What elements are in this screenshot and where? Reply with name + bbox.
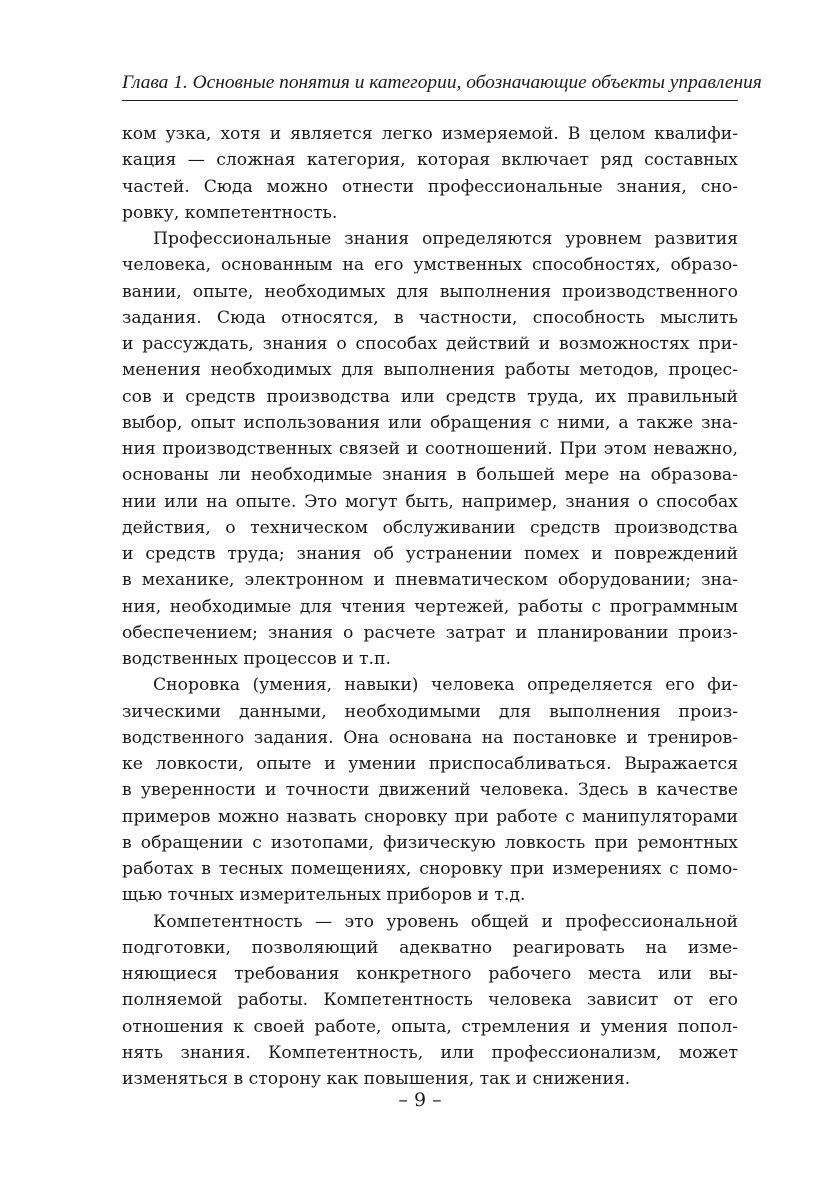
paragraph	[122, 672, 738, 908]
text-line: в обращении с изотопами, физическую ловкость при ремонтных	[122, 832, 738, 853]
page-number: – 9 –	[398, 1089, 442, 1111]
text-line: отношения к своей работе, опыта, стремления и умения попол-	[122, 1016, 738, 1037]
paragraph	[122, 226, 738, 672]
text-line: вании, опыте, необходимых для выполнения производственного	[122, 281, 738, 302]
text-line: в механике, электронном и пневматическом оборудовании; зна-	[122, 570, 738, 591]
text-line: Профессиональные знания определяются уровнем развития	[153, 229, 738, 249]
text-line: в уверенности и точности движений человека. Здесь в качестве	[122, 780, 738, 801]
text-line: частей. Сюда можно отнести профессиональные знания, сно-	[122, 176, 738, 197]
body-text	[122, 121, 738, 1092]
text-line: няющиеся требования конкретного рабочего места или вы-	[122, 964, 738, 984]
paragraph	[122, 909, 738, 1093]
text-line: выбор, опыт использования или обращения с ними, а также зна-	[122, 412, 738, 433]
text-line: основаны ли необходимые знания в большей мере на образова-	[122, 465, 738, 486]
text-line: ровку, компетентность.	[122, 202, 338, 223]
text-line: ке ловкости, опыте и умении приспосабливаться. Выражается	[122, 754, 738, 774]
text-line: нять знания. Компетентность, или профессионализм, может	[122, 1042, 738, 1063]
text-line: полняемой работы. Компетентность человека зависит от его	[122, 990, 738, 1011]
running-head: Глава 1. Основные понятия и категории, обозначающие объекты управления	[122, 70, 738, 101]
text-line: задания. Сюда относятся, в частности, способность мыслить	[122, 307, 738, 328]
text-line: подготовки, позволяющий адекватно реагировать на изме-	[122, 937, 738, 958]
text-line: ком узка, хотя и является легко измеряемой. В целом квалифи-	[122, 124, 738, 144]
text-line: и рассуждать, знания о способах действий и возможностях при-	[122, 334, 738, 354]
paragraph	[122, 121, 738, 226]
text-line: нии или на опыте. Это могут быть, например, знания о способах	[122, 491, 738, 512]
text-line: щью точных измерительных приборов и т.д.	[122, 885, 526, 906]
text-line: изменяться в сторону как повышения, так и снижения.	[122, 1069, 631, 1089]
page	[122, 70, 762, 1092]
text-line: Сноровка (умения, навыки) человека определяется его фи-	[153, 675, 738, 696]
text-line: работах в тесных помещениях, сноровку при измерениях с помо-	[122, 859, 738, 879]
text-line: примеров можно назвать сноровку при работе с манипуляторами	[122, 806, 738, 827]
text-line: человека, основанным на его умственных способностях, образо-	[122, 255, 738, 276]
text-line: сов и средств производства или средств труда, их правильный	[122, 386, 738, 407]
text-line: обеспечением; знания о расчете затрат и планировании произ-	[122, 622, 738, 643]
text-line: менения необходимых для выполнения работы методов, процес-	[122, 360, 738, 381]
text-line: кация — сложная категория, которая включает ряд составных	[122, 150, 738, 171]
text-line: ния, необходимые для чтения чертежей, работы с программным	[122, 596, 738, 617]
text-line: водственных процессов и т.п.	[122, 649, 391, 669]
text-line: ния производственных связей и соотношений. При этом неважно,	[122, 439, 738, 459]
text-line: Компетентность — это уровень общей и профессиональной	[153, 911, 738, 932]
text-line: водственного задания. Она основана на постановке и трениров-	[122, 727, 738, 748]
text-line: зическими данными, необходимыми для выполнения произ-	[122, 701, 738, 722]
text-line: действия, о техническом обслуживании средств производства	[122, 517, 738, 538]
text-line: и средств труда; знания об устранении помех и повреждений	[122, 544, 738, 564]
